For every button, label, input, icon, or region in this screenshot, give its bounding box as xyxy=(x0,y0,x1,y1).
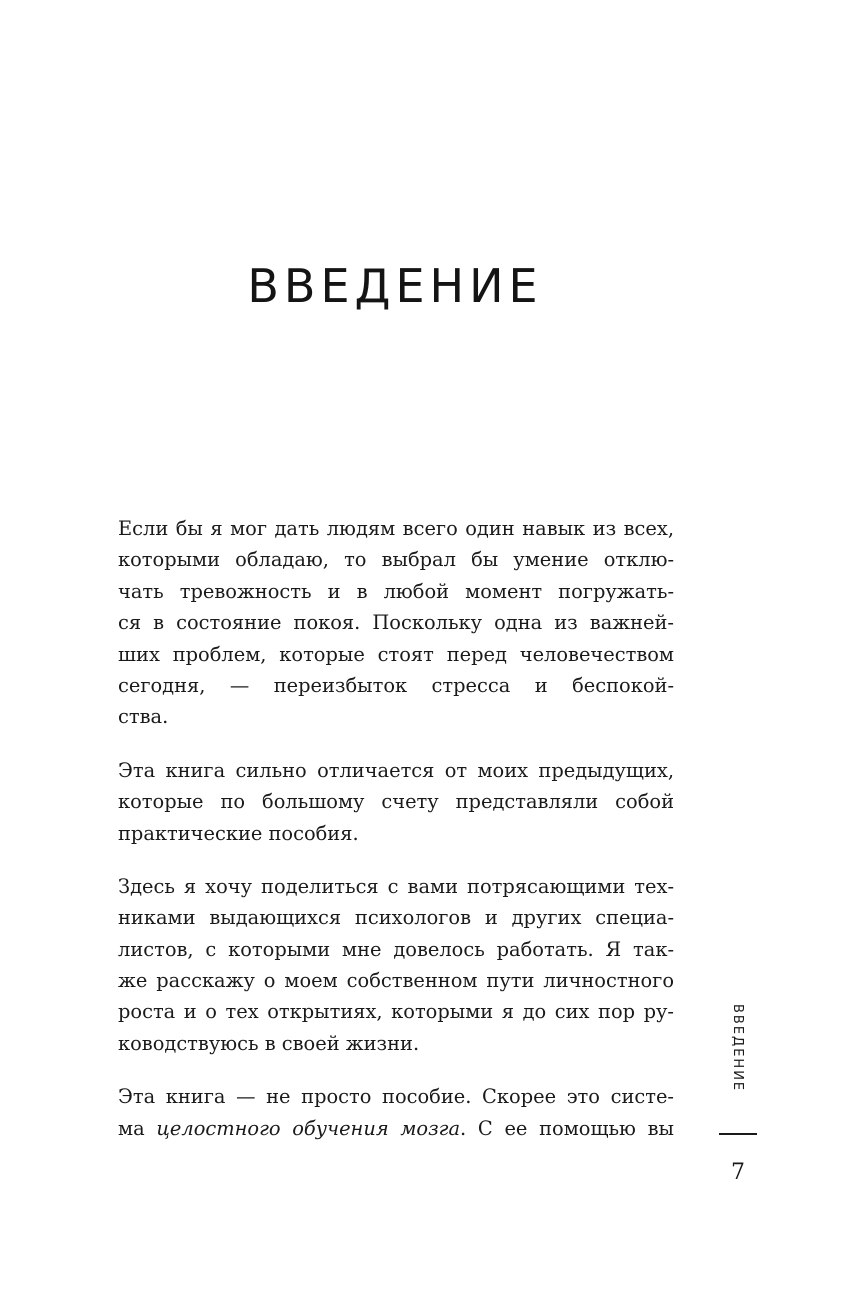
page-number: 7 xyxy=(731,1160,745,1185)
text-fragment: . С ее помощью вы xyxy=(460,1116,674,1140)
text-line: которыми обладаю, то выбрал бы умение отклю- xyxy=(118,548,674,572)
text-line: ководствуюсь в своей жизни. xyxy=(118,1031,420,1055)
chapter-title: ВВЕДЕНИЕ xyxy=(247,259,543,313)
paragraph-3 xyxy=(118,871,674,1059)
folio-rule xyxy=(719,1133,757,1135)
emphasis-text: целостного обучения мозга xyxy=(156,1116,461,1140)
text-line: ся в состояние покоя. Поскольку одна из важней- xyxy=(118,611,674,635)
paragraph-4 xyxy=(118,1081,674,1144)
text-line: Эта книга — не просто пособие. Скорее это систе- xyxy=(118,1085,674,1109)
text-line: Если бы я мог дать людям всего один навык из всех, xyxy=(118,517,674,540)
text-line: листов, с которыми мне довелось работать. Я так- xyxy=(118,937,674,961)
text-fragment: ма xyxy=(118,1116,157,1140)
text-line: ших проблем, которые стоят перед человечеством xyxy=(118,642,674,666)
text-line: практические пособия. xyxy=(118,821,359,845)
text-line: чать тревожность и в любой момент погружать- xyxy=(118,579,674,603)
text-line: Эта книга сильно отличается от моих предыдущих, xyxy=(118,758,674,782)
text-line: ства. xyxy=(118,705,169,729)
paragraph-2 xyxy=(118,755,674,849)
paragraph-1 xyxy=(118,513,674,733)
text-line: никами выдающихся психологов и других специа- xyxy=(118,906,674,930)
text-line: Здесь я хочу поделиться с вами потрясающими тех- xyxy=(118,874,674,898)
text-line: роста и о тех открытиях, которыми я до сих пор ру- xyxy=(118,1000,674,1024)
running-head: ВВЕДЕНИЕ xyxy=(730,1004,745,1093)
body-text xyxy=(118,513,674,1166)
text-line: которые по большому счету представляли собой xyxy=(118,790,674,814)
text-line-with-emphasis xyxy=(118,1113,674,1144)
text-line: сегодня, — переизбыток стресса и беспокой- xyxy=(118,673,674,697)
text-line: же расскажу о моем собственном пути личностного xyxy=(118,969,674,993)
